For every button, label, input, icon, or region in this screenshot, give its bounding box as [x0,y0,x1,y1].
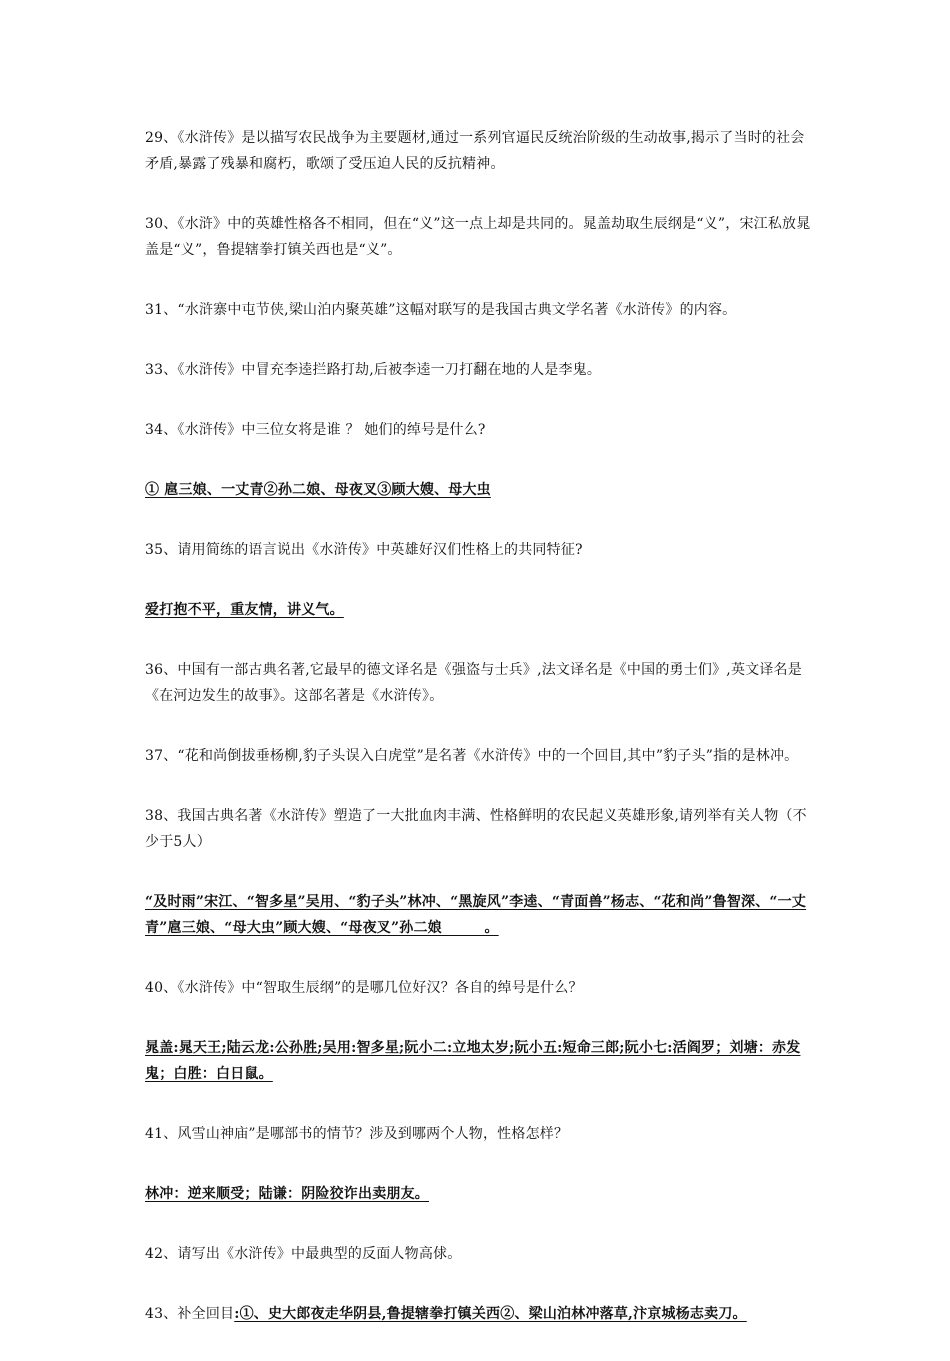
question-36: 36、中国有一部古典名著,它最早的德文译名是《强盗与士兵》,法文译名是《中国的勇士们》,英文译名是《在河边发生的故事》。这部名著是《水浒传》。 [145,662,802,704]
answer-40: 晁盖:晁天王;陆云龙:公孙胜;吴用:智多星;阮小二:立地太岁;阮小五:短命三郎;阮小七:活阎罗；刘塘：赤发鬼；白胜：白日鼠。 [145,1040,801,1082]
question-43 [145,1301,815,1327]
question-33: 33、《水浒传》中冒充李逵拦路打劫,后被李逵一刀打翻在地的人是李鬼。 [145,362,602,378]
question-40: 40、《水浒传》中“智取生辰纲”的是哪几位好汉？各自的绰号是什么？ [145,980,583,996]
answer-43: :①、史大郎夜走华阴县,鲁提辖拳打镇关西②、梁山泊林冲落草,汴京城杨志卖刀。 [234,1306,747,1322]
question-30: 30、《水浒》中的英雄性格各不相同，但在“义”这一点上却是共同的。晁盖劫取生辰纲是“义”，宋江私放晁盖是“义”，鲁提辖拳打镇关西也是“义”。 [145,216,811,258]
answer-34: ① 扈三娘、一丈青②孙二娘、母夜叉③顾大嫂、母大虫 [145,482,491,498]
question-37: 37、“花和尚倒拔垂杨柳,豹子头误入白虎堂”是名著《水浒传》中的一个回目,其中”豹子头”指的是林冲。 [145,748,799,764]
question-34: 34、《水浒传》中三位女将是谁 ？ 她们的绰号是什么? [145,422,486,438]
answer-41: 林冲：逆来顺受；陆谦：阴险狡诈出卖朋友。 [145,1186,429,1202]
question-29: 29、《水浒传》是以描写农民战争为主要题材,通过一系列官逼民反统治阶级的生动故事,揭示了当时的社会矛盾,暴露了残暴和腐朽，歌颂了受压迫人民的反抗精神。 [145,130,805,172]
question-38: 38、我国古典名著《水浒传》塑造了一大批血肉丰满、性格鲜明的农民起义英雄形象,请列举有关人物（不少于5人） [145,808,807,850]
question-43-prefix: 43、补全回目 [145,1306,235,1322]
document-content [145,125,815,1361]
question-42: 42、请写出《水浒传》中最典型的反面人物高俅。 [145,1246,462,1262]
question-35: 35、请用简练的语言说出《水浒传》中英雄好汉们性格上的共同特征? [145,542,583,558]
question-41: 41、风雪山神庙”是哪部书的情节？涉及到哪两个人物，性格怎样？ [145,1126,569,1142]
answer-35: 爱打抱不平，重友情，讲义气。 [145,602,344,618]
question-31: 31、“水浒寨中屯节侠,梁山泊内聚英雄”这幅对联写的是我国古典文学名著《水浒传》的内容。 [145,302,737,318]
answer-38: “及时雨”宋江、“智多星”吴用、“豹子头”林冲、“黑旋风”李逵、“青面兽”杨志、“花和尚”鲁智深、“一丈青”扈三娘、“母大虫”顾大嫂、“母夜叉”孙二娘 。 [145,894,807,936]
